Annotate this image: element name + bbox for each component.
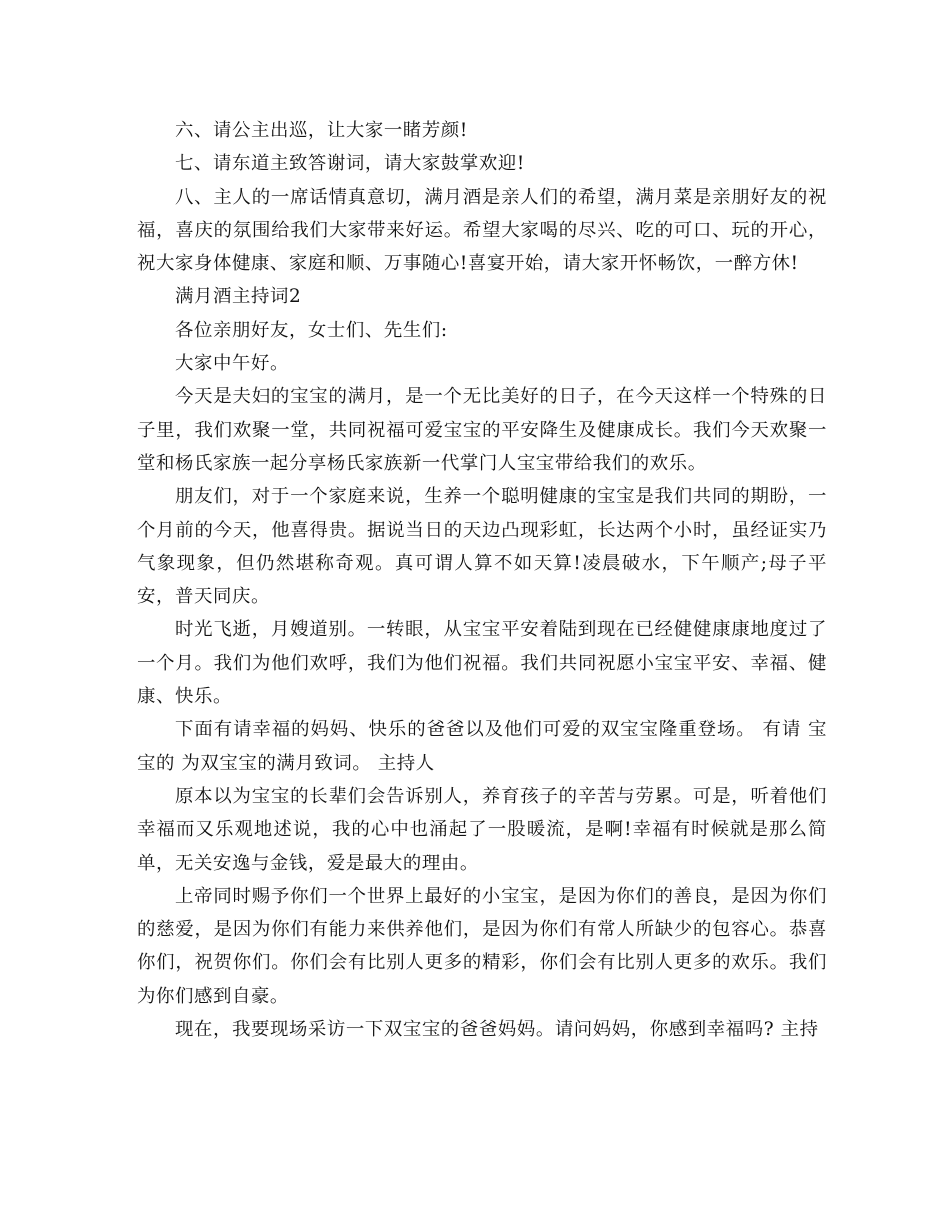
document-body [137,114,827,1046]
paragraph-ceremony-item-6: 六、请公主出巡，让大家一睹芳颜! [175,120,468,141]
paragraph-greeting: 大家中午好。 [175,353,289,375]
paragraph-body: 下面有请幸福的妈妈、快乐的爸爸以及他们可爱的双宝宝隆重登场。 有请 宝宝的 为双宝宝的满月致词。 主持人 [137,719,827,774]
paragraph-body: 原本以为宝宝的长辈们会告诉别人，养育孩子的辛苦与劳累。可是，听着他们幸福而又乐观地述说，我的心中也涌起了一股暖流，是啊!幸福有时候就是那么简单，无关安逸与金钱，爱是最大的理由。 [137,785,827,874]
paragraph-body: 上帝同时赐予你们一个世界上最好的小宝宝，是因为你们的善良，是因为你们的慈爱，是因为你们有能力来供养他们，是因为你们有常人所缺少的包容心。恭喜你们，祝贺你们。你们会有比别人更多的精彩，你们会有比别人更多的欢乐。我们为你们感到自豪。 [137,885,827,1007]
paragraph-body: 时光飞逝，月嫂道别。一转眼，从宝宝平安着陆到现在已经健健康康地度过了一个月。我们为他们欢呼，我们为他们祝福。我们共同祝愿小宝宝平安、幸福、健康、快乐。 [137,619,827,708]
section-heading: 满月酒主持词2 [175,286,302,308]
paragraph-body: 今天是夫妇的宝宝的满月，是一个无比美好的日子，在今天这样一个特殊的日子里，我们欢聚一堂，共同祝福可爱宝宝的平安降生及健康成长。我们今天欢聚一堂和杨氏家族一起分享杨氏家族新一代掌门人宝宝带给我们的欢乐。 [137,386,827,474]
paragraph-body: 朋友们，对于一个家庭来说，生养一个聪明健康的宝宝是我们共同的期盼，一个月前的今天，他喜得贵。据说当日的天边凸现彩虹，长达两个小时，虽经证实乃气象现象，但仍然堪称奇观。真可谓人算不如天算!凌晨破水，下午顺产;母子平安，普天同庆。 [137,486,827,608]
paragraph-ceremony-item-7: 七、请东道主致答谢词，请大家鼓掌欢迎! [175,153,525,175]
paragraph-body: 现在，我要现场采访一下双宝宝的爸爸妈妈。请问妈妈，你感到幸福吗? 主持 [175,1019,819,1041]
paragraph-salutation: 各位亲朋好友，女士们、先生们: [175,319,448,341]
paragraph-ceremony-item-8: 八、主人的一席话情真意切，满月酒是亲人们的希望，满月菜是亲朋好友的祝福，喜庆的氛围给我们大家带来好运。希望大家喝的尽兴、吃的可口、玩的开心，祝大家身体健康、家庭和顺、万事随心!喜宴开始，请大家开怀畅饮，一醉方休! [137,186,827,275]
